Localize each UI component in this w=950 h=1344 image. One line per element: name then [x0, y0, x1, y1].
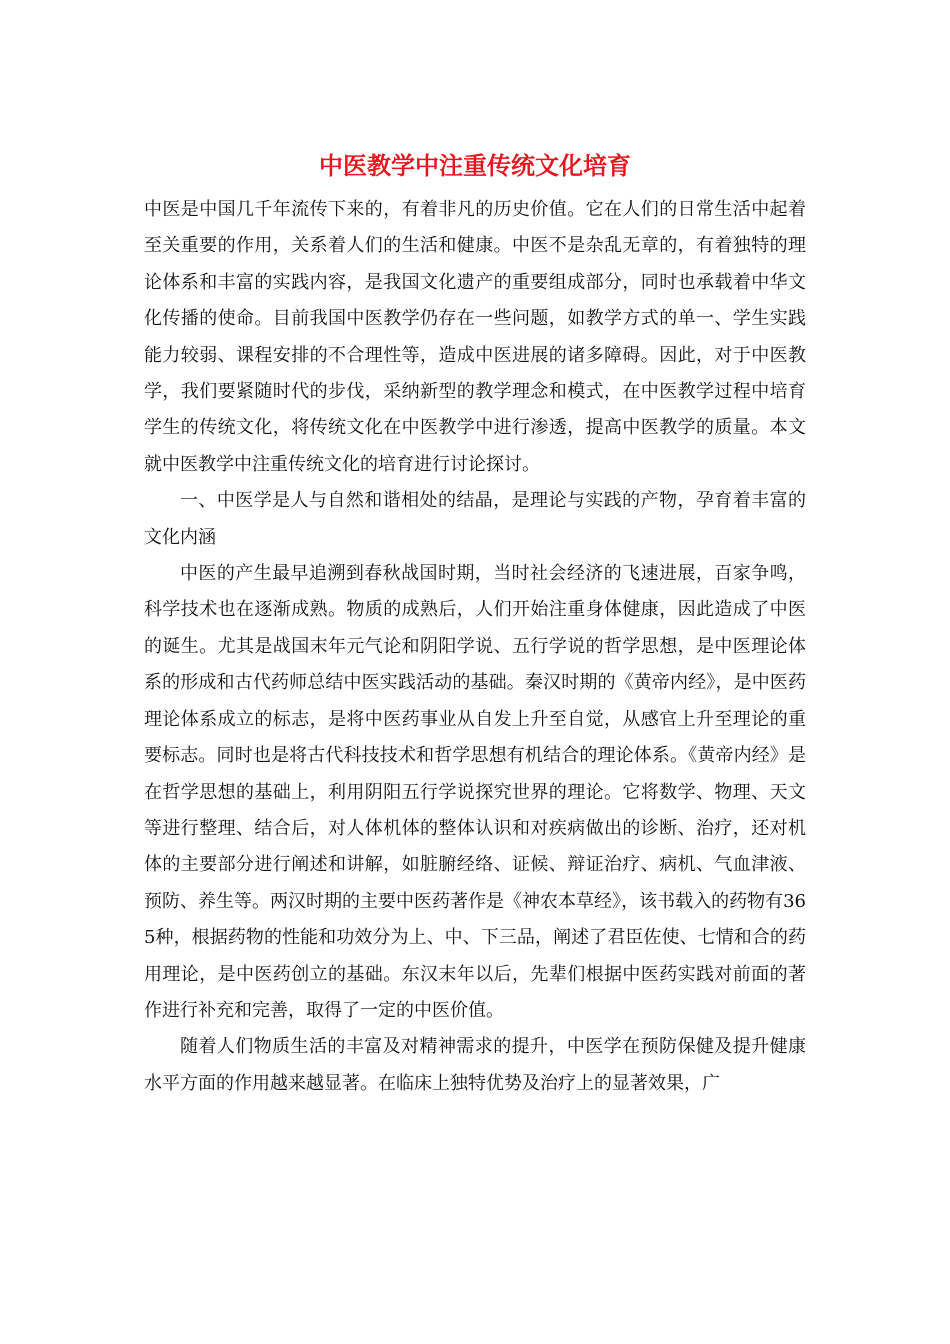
document-page: [144, 146, 806, 1102]
paragraph-intro: 中医是中国几千年流传下来的，有着非凡的历史价值。它在人们的日常生活中起着至关重要的作用，关系着人们的生活和健康。中医不是杂乱无章的，有着独特的理论体系和丰富的实践内容，是我国文化遗产的重要组成部分，同时也承载着中华文化传播的使命。目前我国中医教学仍存在一些问题，如教学方式的单一、学生实践能力较弱、课程安排的不合理性等，造成中医进展的诸多障碍。因此，对于中医教学，我们要紧随时代的步伐，采纳新型的教学理念和模式，在中医教学过程中培育学生的传统文化，将传统文化在中医教学中进行渗透，提高中医教学的质量。本文就中医教学中注重传统文化的培育进行讨论探讨。: [144, 199, 806, 475]
section-heading-1: 一、中医学是人与自然和谐相处的结晶，是理论与实践的产物，孕育着丰富的文化内涵: [144, 490, 806, 548]
document-title: 中医教学中注重传统文化培育: [319, 151, 631, 180]
paragraph-modern: 随着人们物质生活的丰富及对精神需求的提升，中医学在预防保健及提升健康水平方面的作用越来越显著。在临床上独特优势及治疗上的显著效果，广: [144, 1036, 806, 1094]
paragraph-history: 中医的产生最早追溯到春秋战国时期，当时社会经济的飞速进展，百家争鸣，科学技术也在逐渐成熟。物质的成熟后，人们开始注重身体健康，因此造成了中医的诞生。尤其是战国末年元气论和阴阳学说、五行学说的哲学思想，是中医理论体系的形成和古代药师总结中医实践活动的基础。秦汉时期的《黄帝内经》，是中医药理论体系成立的标志，是将中医药事业从自发上升至自觉，从感官上升至理论的重要标志。同时也是将古代科技技术和哲学思想有机结合的理论体系。《黄帝内经》是在哲学思想的基础上，利用阴阳五行学说探究世界的理论。它将数学、物理、天文等进行整理、结合后，对人体机体的整体认识和对疾病做出的诊断、治疗，还对机体的主要部分进行阐述和讲解，如脏腑经络、证候、辩证治疗、病机、气血津液、预防、养生等。两汉时期的主要中医药著作是《神农本草经》，该书载入的药物有365种，根据药物的性能和功效分为上、中、下三品，阐述了君臣佐使、七情和合的药用理论，是中医药创立的基础。东汉末年以后，先辈们根据中医药实践对前面的著作进行补充和完善，取得了一定的中医价值。: [144, 563, 806, 1021]
